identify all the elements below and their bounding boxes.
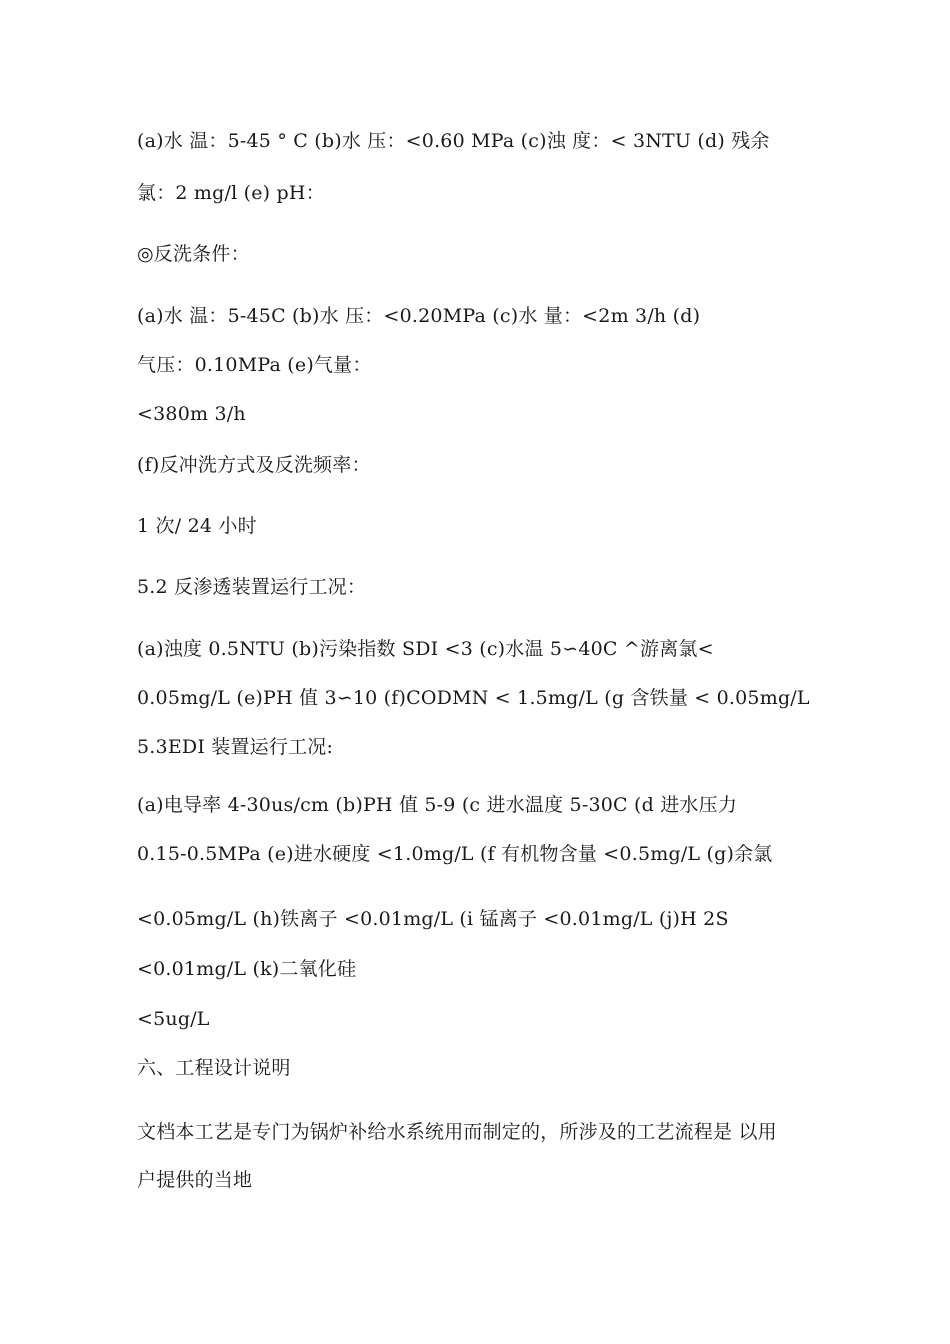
- text-line: ◎反洗条件：: [137, 243, 250, 265]
- text-line: <380m 3/h: [137, 403, 246, 425]
- text-line: 户提供的当地: [137, 1169, 253, 1191]
- text-line: (f)反冲洗方式及反洗频率：: [137, 454, 371, 476]
- text-line: 气压：0.10MPa (e)气量：: [137, 354, 372, 376]
- text-line: (a)水 温：5-45C (b)水 压：<0.20MPa (c)水 量：<2m 3/h (d): [137, 305, 701, 327]
- text-line: (a)水 温：5-45 ° C (b)水 压：<0.60 MPa (c)浊 度：< 3NTU (d) 残余: [137, 130, 770, 152]
- text-line: (a)电导率 4-30us/cm (b)PH 值 5-9 (c 进水温度 5-30C (d 进水压力: [137, 794, 738, 816]
- section-heading: 5.3EDI 装置运行工况:: [137, 736, 334, 758]
- text-line: 氯：2 mg/l (e) pH：: [137, 182, 325, 204]
- text-line: <5ug/L: [137, 1008, 210, 1030]
- text-line: 1 次/ 24 小时: [137, 515, 257, 537]
- text-line: <0.05mg/L (h)铁离子 <0.01mg/L (i 锰离子 <0.01mg/L (j)H 2S: [137, 908, 729, 930]
- section-heading: 六、工程设计说明: [137, 1057, 291, 1079]
- text-line: 0.05mg/L (e)PH 值 3∽10 (f)CODMN < 1.5mg/L (g 含铁量 < 0.05mg/L: [137, 687, 810, 709]
- text-line: 0.15-0.5MPa (e)进水硬度 <1.0mg/L (f 有机物含量 <0.5mg/L (g)余氯: [137, 843, 773, 865]
- text-line: <0.01mg/L (k)二氧化硅: [137, 958, 357, 980]
- section-heading: 5.2 反渗透装置运行工况：: [137, 576, 367, 598]
- text-line: 文档本工艺是专门为锅炉补给水系统用而制定的，所涉及的工艺流程是 以用: [137, 1121, 777, 1143]
- text-line: (a)浊度 0.5NTU (b)污染指数 SDI <3 (c)水温 5∽40C ^游离氯<: [137, 638, 714, 660]
